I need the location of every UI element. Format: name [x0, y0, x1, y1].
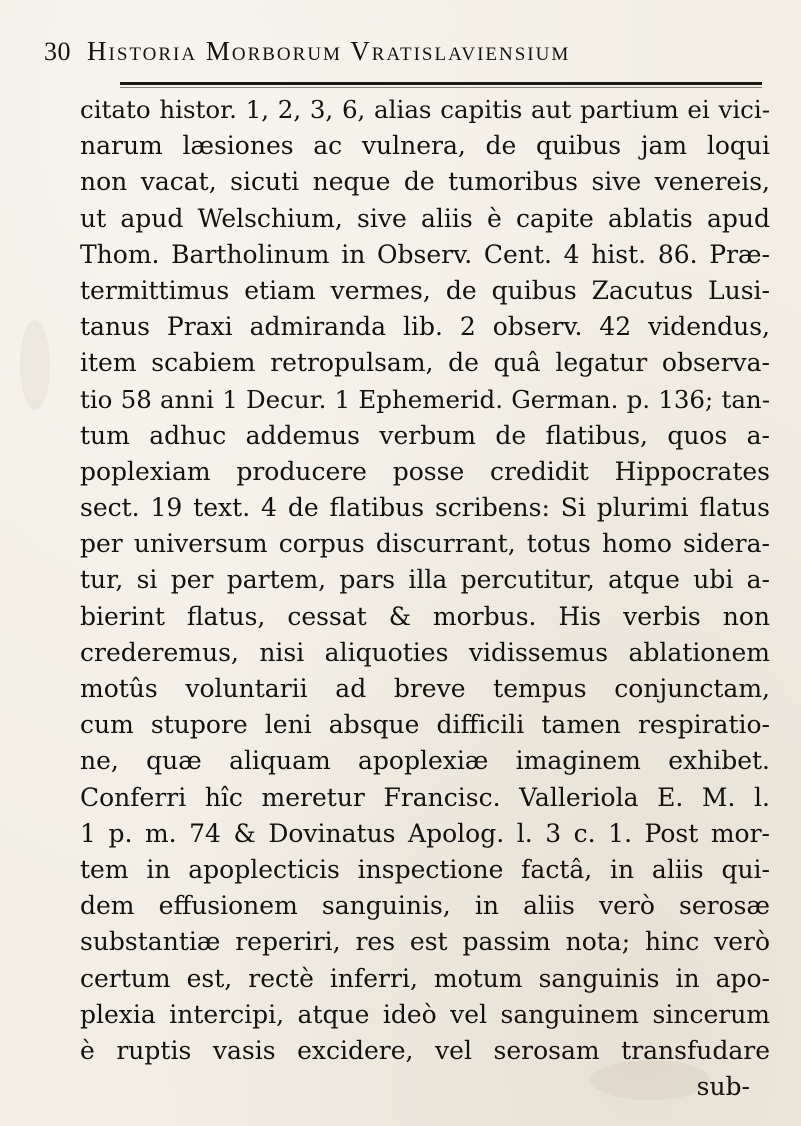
text-line: tem in apoplecticis inspectione factâ, in aliis qui- [80, 854, 770, 884]
text-line: tanus Praxi admiranda lib. 2 observ. 42 videndus, [80, 312, 770, 342]
header-rule-thin [120, 87, 762, 88]
text-line: tum adhuc addemus verbum de flatibus, quos a- [80, 420, 770, 450]
text-line: sect. 19 text. 4 de flatibus scribens: Si plurimi flatus [80, 493, 770, 523]
text-line: Thom. Bartholinum in Observ. Cent. 4 hist. 86. Præ- [80, 239, 770, 269]
text-line: item scabiem retropulsam, de quâ legatur observa- [80, 348, 770, 378]
running-head [44, 36, 764, 76]
text-line: citato histor. 1, 2, 3, 6, alias capitis aut partium ei vici- [80, 95, 770, 124]
text-line: Conferri hîc meretur Francisc. Valleriola E. M. l. [80, 782, 770, 812]
running-title: Historia Morborum Vratislaviensium [87, 36, 571, 66]
text-line: bierint flatus, cessat & morbus. His verbis non [80, 601, 770, 631]
text-line: ut apud Welschium, sive aliis è capite ablatis apud [80, 203, 770, 233]
text-line: motûs voluntarii ad breve tempus conjunctam, [80, 674, 770, 703]
text-line: narum læsiones ac vulnera, de quibus jam loqui [80, 131, 770, 161]
page-number: 30 [44, 37, 71, 66]
body-text [80, 92, 770, 1105]
text-line: poplexiam producere posse credidit Hippocrates [80, 456, 770, 486]
text-line: ne, quæ aliquam apoplexiæ imaginem exhibet. [80, 746, 770, 776]
text-line: per universum corpus discurrant, totus homo sidera- [80, 529, 770, 559]
text-line: plexia intercipi, atque ideò vel sanguinem sincerum [80, 999, 770, 1029]
text-line: tio 58 anni 1 Decur. 1 Ephemerid. German. p. 136; tan- [80, 384, 770, 414]
text-line: non vacat, sicuti neque de tumoribus sive venereis, [80, 167, 770, 197]
text-line: crederemus, nisi aliquoties vidissemus ablationem [80, 637, 770, 667]
text-line: certum est, rectè inferri, motum sanguinis in apo- [80, 963, 770, 993]
header-rule [120, 82, 762, 85]
text-line: substantiæ reperiri, res est passim nota; hinc verò [80, 927, 770, 957]
text-line: cum stupore leni absque difficili tamen respiratio- [80, 710, 770, 740]
text-line: tur, si per partem, pars illa percutitur, atque ubi a- [80, 565, 770, 595]
text-line: termittimus etiam vermes, de quibus Zacutus Lusi- [80, 275, 770, 305]
paper-stain [20, 320, 50, 410]
text-line: 1 p. m. 74 & Dovinatus Apolog. l. 3 c. 1. Post mor- [80, 818, 770, 848]
catchword: sub- [696, 1072, 750, 1102]
text-line: è ruptis vasis excidere, vel serosam transfudare [80, 1035, 770, 1065]
text-line: dem effusionem sanguinis, in aliis verò serosæ [80, 891, 770, 921]
